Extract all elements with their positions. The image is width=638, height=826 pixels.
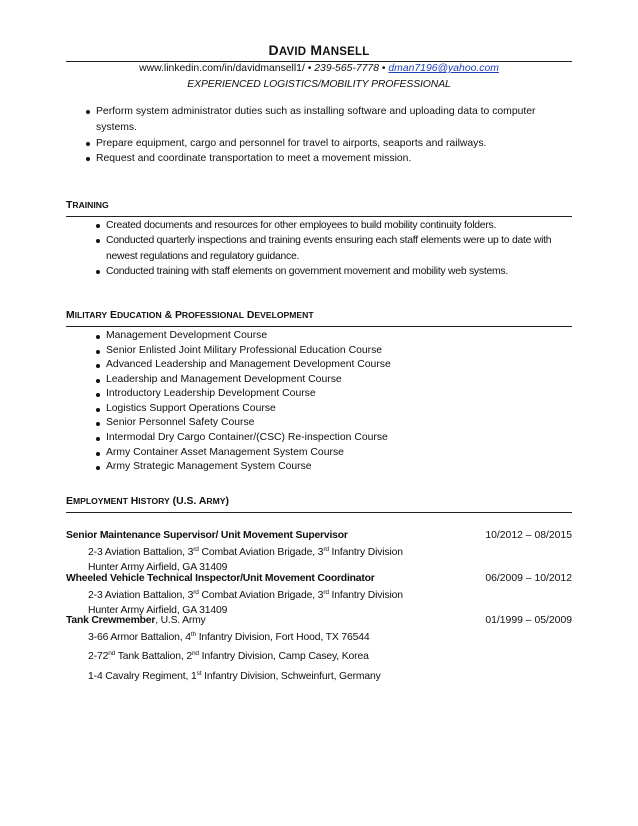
job-title-row bbox=[66, 529, 572, 546]
ordinal-suffix: rd bbox=[323, 589, 329, 596]
name-first-initial: D bbox=[268, 42, 279, 58]
phone-number: 239-565-7778 bbox=[314, 63, 379, 74]
bullet-icon bbox=[96, 452, 100, 456]
ordinal-suffix: th bbox=[190, 631, 196, 638]
list-item-text: Request and coordinate transportation to meet a movement mission. bbox=[96, 153, 412, 165]
list-item-text: Created documents and resources for other employees to build mobility continuity folders. bbox=[106, 220, 497, 231]
heading-rest: EVELOPMENT bbox=[254, 310, 314, 320]
separator-2: • bbox=[381, 63, 386, 74]
list-item bbox=[106, 329, 576, 344]
job-dates: 10/2012 – 08/2015 bbox=[485, 530, 572, 541]
job-title bbox=[66, 614, 206, 629]
linkedin-link[interactable]: www.linkedin.com/in/davidmansell1/ bbox=[139, 63, 305, 74]
name-last-initial: M bbox=[310, 42, 323, 58]
job-dates: 06/2009 – 10/2012 bbox=[485, 573, 572, 584]
list-item bbox=[106, 416, 576, 431]
list-item-text: Intermodal Dry Cargo Container/(CSC) Re-inspection Course bbox=[106, 431, 388, 443]
heading-rest: ISTORY bbox=[138, 496, 170, 506]
job-entry bbox=[66, 614, 572, 646]
list-item-text: Conducted quarterly inspections and training events ensuring each staff elements were up to date with newest regulations and regulatory guidance. bbox=[106, 235, 552, 262]
heading-initial: D bbox=[246, 310, 255, 321]
job-unit-line bbox=[66, 546, 572, 561]
list-item-text: Introductory Leadership Development Course bbox=[106, 388, 316, 400]
heading-suffix: ) bbox=[225, 496, 229, 507]
unit-text: 2-72 bbox=[88, 651, 109, 662]
email-link[interactable]: dman7196@yahoo.com bbox=[388, 63, 499, 74]
professional-subtitle: EXPERIENCED LOGISTICS/MOBILITY PROFESSIONAL bbox=[187, 79, 451, 90]
heading-initial: M bbox=[66, 310, 75, 321]
ordinal-suffix: nd bbox=[191, 650, 199, 657]
bullet-icon bbox=[86, 157, 90, 161]
job-title-text: Tank Crewmember bbox=[66, 615, 156, 626]
heading-ampersand: & bbox=[164, 310, 173, 321]
section-heading-employment bbox=[66, 495, 572, 513]
name-first-rest: AVID bbox=[278, 46, 307, 58]
bullet-icon bbox=[96, 408, 100, 412]
bullet-icon bbox=[96, 379, 100, 383]
ordinal-suffix: rd bbox=[323, 546, 329, 553]
list-item-text: Prepare equipment, cargo and personnel for travel to airports, seaports and railways. bbox=[96, 137, 487, 149]
bullet-icon bbox=[96, 335, 100, 339]
unit-text: Infantry Division, Schweinfurt, Germany bbox=[201, 671, 381, 682]
list-item bbox=[96, 136, 576, 152]
bullet-icon bbox=[96, 466, 100, 470]
job-title-row bbox=[66, 614, 572, 631]
unit-text: Tank Battalion, 2 bbox=[115, 651, 192, 662]
unit-text: 2-3 Aviation Battalion, 3 bbox=[88, 590, 194, 601]
heading-initial: E bbox=[66, 496, 73, 507]
list-item bbox=[106, 431, 576, 446]
bullet-icon bbox=[96, 422, 100, 426]
heading-initial: P bbox=[174, 310, 182, 321]
list-item-text: Conducted training with staff elements on government movement and mobility web systems. bbox=[106, 265, 508, 277]
unit-text: 2-3 Aviation Battalion, 3 bbox=[88, 547, 194, 558]
bullet-icon bbox=[96, 224, 100, 228]
heading-rest: DUCATION bbox=[116, 310, 162, 320]
list-item bbox=[106, 233, 576, 264]
ordinal-suffix: st bbox=[196, 670, 202, 677]
list-item bbox=[96, 151, 576, 167]
unit-text: Infantry Division bbox=[328, 547, 403, 558]
bullet-icon bbox=[96, 350, 100, 354]
heading-prefix: (U.S. A bbox=[172, 496, 207, 507]
job-title: Wheeled Vehicle Technical Inspector/Unit Movement Coordinator bbox=[66, 573, 375, 584]
heading-initial: E bbox=[110, 310, 117, 321]
list-item-text: Management Development Course bbox=[106, 330, 268, 341]
job-location-line: Hunter Army Airfield, GA 31409 bbox=[88, 562, 228, 573]
job-title-row bbox=[66, 572, 572, 589]
list-item bbox=[106, 358, 576, 373]
list-item bbox=[106, 373, 576, 388]
unit-line bbox=[88, 670, 381, 685]
unit-text: Infantry Division bbox=[328, 590, 403, 601]
heading-rest: ROFESSIONAL bbox=[181, 310, 244, 320]
job-unit-line bbox=[66, 589, 572, 604]
ordinal-suffix: nd bbox=[108, 650, 116, 657]
job-entry bbox=[66, 529, 572, 576]
bullet-icon bbox=[86, 110, 90, 114]
bullet-icon bbox=[86, 142, 90, 146]
list-item bbox=[106, 264, 576, 279]
summary-list bbox=[96, 104, 576, 167]
heading-rest: MPLOYMENT bbox=[72, 496, 128, 506]
military-education-list bbox=[106, 329, 576, 475]
unit-text: Combat Aviation Brigade, 3 bbox=[198, 590, 324, 601]
heading-rest: RMY bbox=[206, 496, 226, 506]
ordinal-suffix: rd bbox=[193, 589, 199, 596]
list-item-text: Perform system administrator duties such as installing software and uploading data to computer systems. bbox=[96, 106, 536, 133]
unit-text: Infantry Division, Fort Hood, TX 76544 bbox=[195, 632, 370, 643]
job-title: Senior Maintenance Supervisor/ Unit Movement Supervisor bbox=[66, 530, 348, 541]
list-item-text: Senior Enlisted Joint Military Professional Education Course bbox=[106, 344, 383, 356]
unit-text: 3-66 Armor Battalion, 4 bbox=[88, 632, 191, 643]
unit-text: Infantry Division, Camp Casey, Korea bbox=[198, 651, 369, 662]
heading-rest: RAINING bbox=[72, 200, 109, 210]
list-item-text: Logistics Support Operations Course bbox=[106, 402, 276, 414]
job-dates: 01/1999 – 05/2009 bbox=[485, 615, 572, 626]
list-item bbox=[106, 387, 576, 402]
bullet-icon bbox=[96, 393, 100, 397]
training-list bbox=[106, 218, 576, 279]
bullet-icon bbox=[96, 364, 100, 368]
list-item bbox=[106, 446, 576, 461]
name-last-rest: ANSELL bbox=[322, 46, 370, 58]
heading-initial: H bbox=[130, 496, 139, 507]
list-item bbox=[106, 460, 576, 475]
list-item-text: Army Strategic Management System Course bbox=[106, 461, 312, 473]
job-title-suffix: , U.S. Army bbox=[155, 615, 206, 626]
unit-text: Combat Aviation Brigade, 3 bbox=[198, 547, 324, 558]
bullet-icon bbox=[96, 270, 100, 274]
heading-rest: ILITARY bbox=[74, 310, 108, 320]
list-item-text: Advanced Leadership and Management Development Course bbox=[106, 359, 391, 371]
list-item-text: Army Container Asset Management System Course bbox=[106, 446, 344, 458]
list-item bbox=[106, 218, 576, 233]
list-item-text: Senior Personnel Safety Course bbox=[106, 417, 255, 429]
list-item-text: Leadership and Management Development Course bbox=[106, 373, 342, 385]
separator-1: • bbox=[307, 63, 312, 74]
candidate-name bbox=[0, 41, 638, 61]
list-item bbox=[106, 402, 576, 417]
job-entry bbox=[66, 572, 572, 619]
contact-line bbox=[0, 62, 638, 77]
list-item bbox=[106, 344, 576, 359]
bullet-icon bbox=[96, 239, 100, 243]
list-item bbox=[96, 104, 576, 136]
job-unit-line bbox=[66, 631, 572, 646]
ordinal-suffix: rd bbox=[193, 546, 199, 553]
section-heading-military-education bbox=[66, 309, 572, 327]
section-heading-training bbox=[66, 199, 572, 217]
job-location-line: Hunter Army Airfield, GA 31409 bbox=[88, 605, 228, 616]
bullet-icon bbox=[96, 437, 100, 441]
heading-initial: T bbox=[66, 200, 73, 211]
unit-line bbox=[88, 650, 369, 665]
unit-text: 1-4 Cavalry Regiment, 1 bbox=[88, 671, 197, 682]
